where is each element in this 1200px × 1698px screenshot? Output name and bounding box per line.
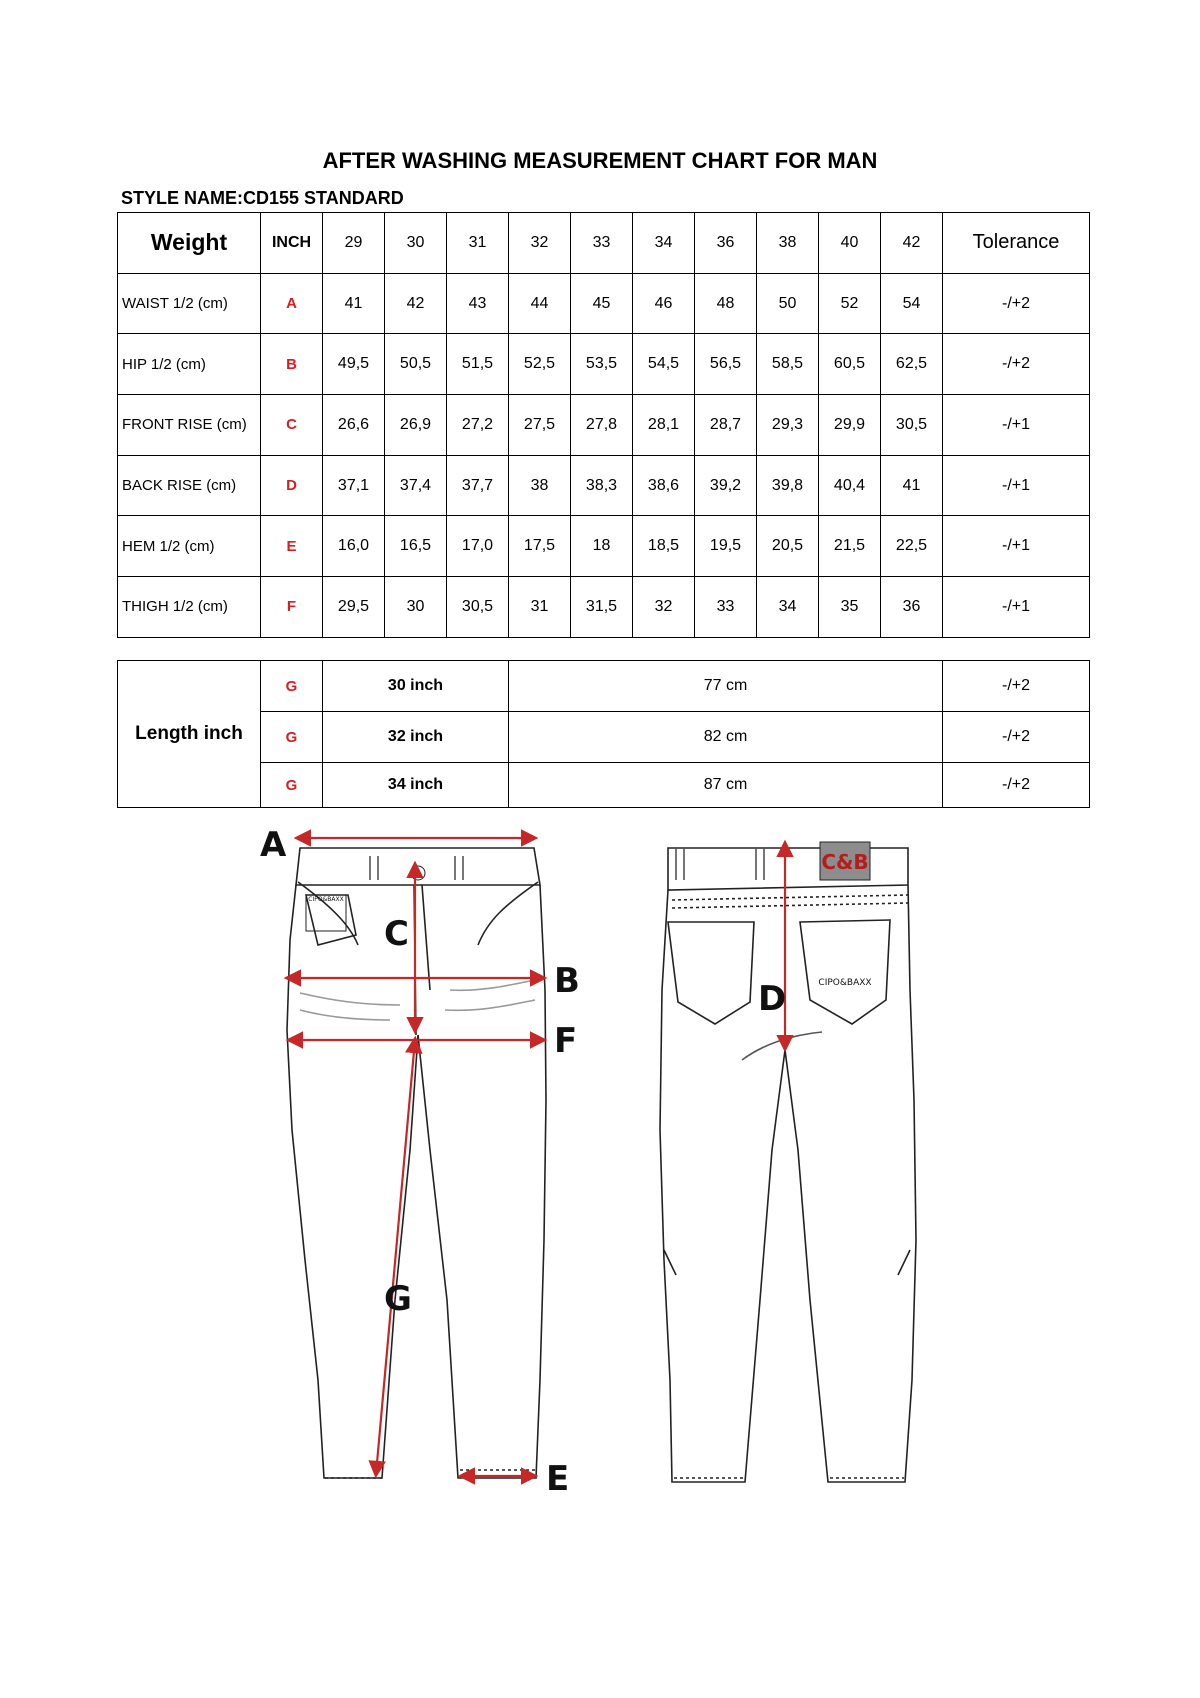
style-name: STYLE NAME:CD155 STANDARD [121, 188, 404, 208]
table-cell: 36 [881, 577, 943, 638]
tolerance-cell: -/+1 [943, 516, 1090, 577]
row-code: E [261, 516, 323, 577]
table-cell: 45 [571, 273, 633, 334]
table-cell: 60,5 [819, 334, 881, 395]
length-code: G [261, 712, 323, 763]
row-label: HEM 1/2 (cm) [118, 516, 261, 577]
table-cell: 38 [509, 455, 571, 516]
table-cell: 28,1 [633, 395, 695, 456]
tolerance-cell: -/+1 [943, 455, 1090, 516]
size-header: 32 [509, 213, 571, 274]
length-tolerance: -/+2 [943, 763, 1090, 808]
row-label: WAIST 1/2 (cm) [118, 273, 261, 334]
size-header: 36 [695, 213, 757, 274]
table-cell: 30,5 [447, 577, 509, 638]
button-icon [411, 866, 425, 880]
size-header: 33 [571, 213, 633, 274]
letter-e: E [546, 1459, 570, 1499]
tolerance-header: Tolerance [943, 213, 1090, 274]
table-cell: 37,1 [323, 455, 385, 516]
letter-a: A [260, 825, 287, 865]
table-cell: 52 [819, 273, 881, 334]
size-header: 38 [757, 213, 819, 274]
length-code: G [261, 661, 323, 712]
table-cell: 18,5 [633, 516, 695, 577]
table-cell: 39,8 [757, 455, 819, 516]
table-cell: 16,0 [323, 516, 385, 577]
table-cell: 56,5 [695, 334, 757, 395]
table-cell: 49,5 [323, 334, 385, 395]
table-cell: 29,9 [819, 395, 881, 456]
size-header: 29 [323, 213, 385, 274]
table-cell: 18 [571, 516, 633, 577]
size-header: 40 [819, 213, 881, 274]
table-cell: 42 [385, 273, 447, 334]
brand-patch-label: C&B [821, 850, 869, 874]
table-cell: 28,7 [695, 395, 757, 456]
size-header: 34 [633, 213, 695, 274]
table-cell: 41 [323, 273, 385, 334]
table-cell: 27,5 [509, 395, 571, 456]
length-inch: 30 inch [323, 661, 509, 712]
table-cell: 58,5 [757, 334, 819, 395]
length-cm: 87 cm [509, 763, 943, 808]
table-cell: 38,6 [633, 455, 695, 516]
row-label: FRONT RISE (cm) [118, 395, 261, 456]
row-code: B [261, 334, 323, 395]
length-label: Length inch [118, 661, 261, 808]
table-cell: 38,3 [571, 455, 633, 516]
letter-g: G [384, 1279, 412, 1319]
tolerance-cell: -/+2 [943, 334, 1090, 395]
table-cell: 50,5 [385, 334, 447, 395]
length-inch: 32 inch [323, 712, 509, 763]
size-header: 31 [447, 213, 509, 274]
tolerance-cell: -/+2 [943, 273, 1090, 334]
table-cell: 37,7 [447, 455, 509, 516]
length-tolerance: -/+2 [943, 712, 1090, 763]
table-cell: 17,5 [509, 516, 571, 577]
table-cell: 48 [695, 273, 757, 334]
table-cell: 19,5 [695, 516, 757, 577]
table-cell: 20,5 [757, 516, 819, 577]
table-cell: 41 [881, 455, 943, 516]
table-cell: 40,4 [819, 455, 881, 516]
table-cell: 35 [819, 577, 881, 638]
table-cell: 54 [881, 273, 943, 334]
table-cell: 27,8 [571, 395, 633, 456]
table-cell: 52,5 [509, 334, 571, 395]
table-cell: 31,5 [571, 577, 633, 638]
length-inch: 34 inch [323, 763, 509, 808]
letter-d: D [758, 979, 787, 1019]
table-cell: 39,2 [695, 455, 757, 516]
row-code: A [261, 273, 323, 334]
back-jeans-drawing [660, 848, 916, 1482]
table-cell: 26,9 [385, 395, 447, 456]
table-cell: 44 [509, 273, 571, 334]
back-pocket-label: CIPO&BAXX [818, 978, 872, 988]
table-cell: 17,0 [447, 516, 509, 577]
table-cell: 51,5 [447, 334, 509, 395]
table-cell: 32 [633, 577, 695, 638]
weight-header: Weight [118, 213, 261, 274]
page-title: AFTER WASHING MEASUREMENT CHART FOR MAN [322, 148, 878, 173]
length-code: G [261, 763, 323, 808]
table-cell: 29,5 [323, 577, 385, 638]
front-jeans-drawing [287, 848, 546, 1478]
inch-header: INCH [261, 213, 323, 274]
front-patch-label: CIPO&BAXX [308, 896, 344, 903]
size-header: 30 [385, 213, 447, 274]
table-cell: 21,5 [819, 516, 881, 577]
table-cell: 50 [757, 273, 819, 334]
table-cell: 53,5 [571, 334, 633, 395]
table-cell: 16,5 [385, 516, 447, 577]
table-cell: 29,3 [757, 395, 819, 456]
tolerance-cell: -/+1 [943, 577, 1090, 638]
table-cell: 43 [447, 273, 509, 334]
table-cell: 31 [509, 577, 571, 638]
length-cm: 82 cm [509, 712, 943, 763]
row-code: F [261, 577, 323, 638]
table-cell: 34 [757, 577, 819, 638]
row-label: BACK RISE (cm) [118, 455, 261, 516]
table-cell: 30,5 [881, 395, 943, 456]
row-code: D [261, 455, 323, 516]
length-tolerance: -/+2 [943, 661, 1090, 712]
tolerance-cell: -/+1 [943, 395, 1090, 456]
table-cell: 54,5 [633, 334, 695, 395]
row-code: C [261, 395, 323, 456]
row-label: THIGH 1/2 (cm) [118, 577, 261, 638]
table-cell: 62,5 [881, 334, 943, 395]
table-cell: 26,6 [323, 395, 385, 456]
table-cell: 27,2 [447, 395, 509, 456]
table-cell: 37,4 [385, 455, 447, 516]
letter-c: C [384, 914, 409, 954]
size-header: 42 [881, 213, 943, 274]
front-measure-arrows [288, 838, 543, 1476]
length-cm: 77 cm [509, 661, 943, 712]
letter-b: B [554, 961, 580, 1001]
letter-f: F [554, 1021, 578, 1061]
table-cell: 33 [695, 577, 757, 638]
row-label: HIP 1/2 (cm) [118, 334, 261, 395]
table-cell: 46 [633, 273, 695, 334]
table-cell: 22,5 [881, 516, 943, 577]
table-cell: 30 [385, 577, 447, 638]
